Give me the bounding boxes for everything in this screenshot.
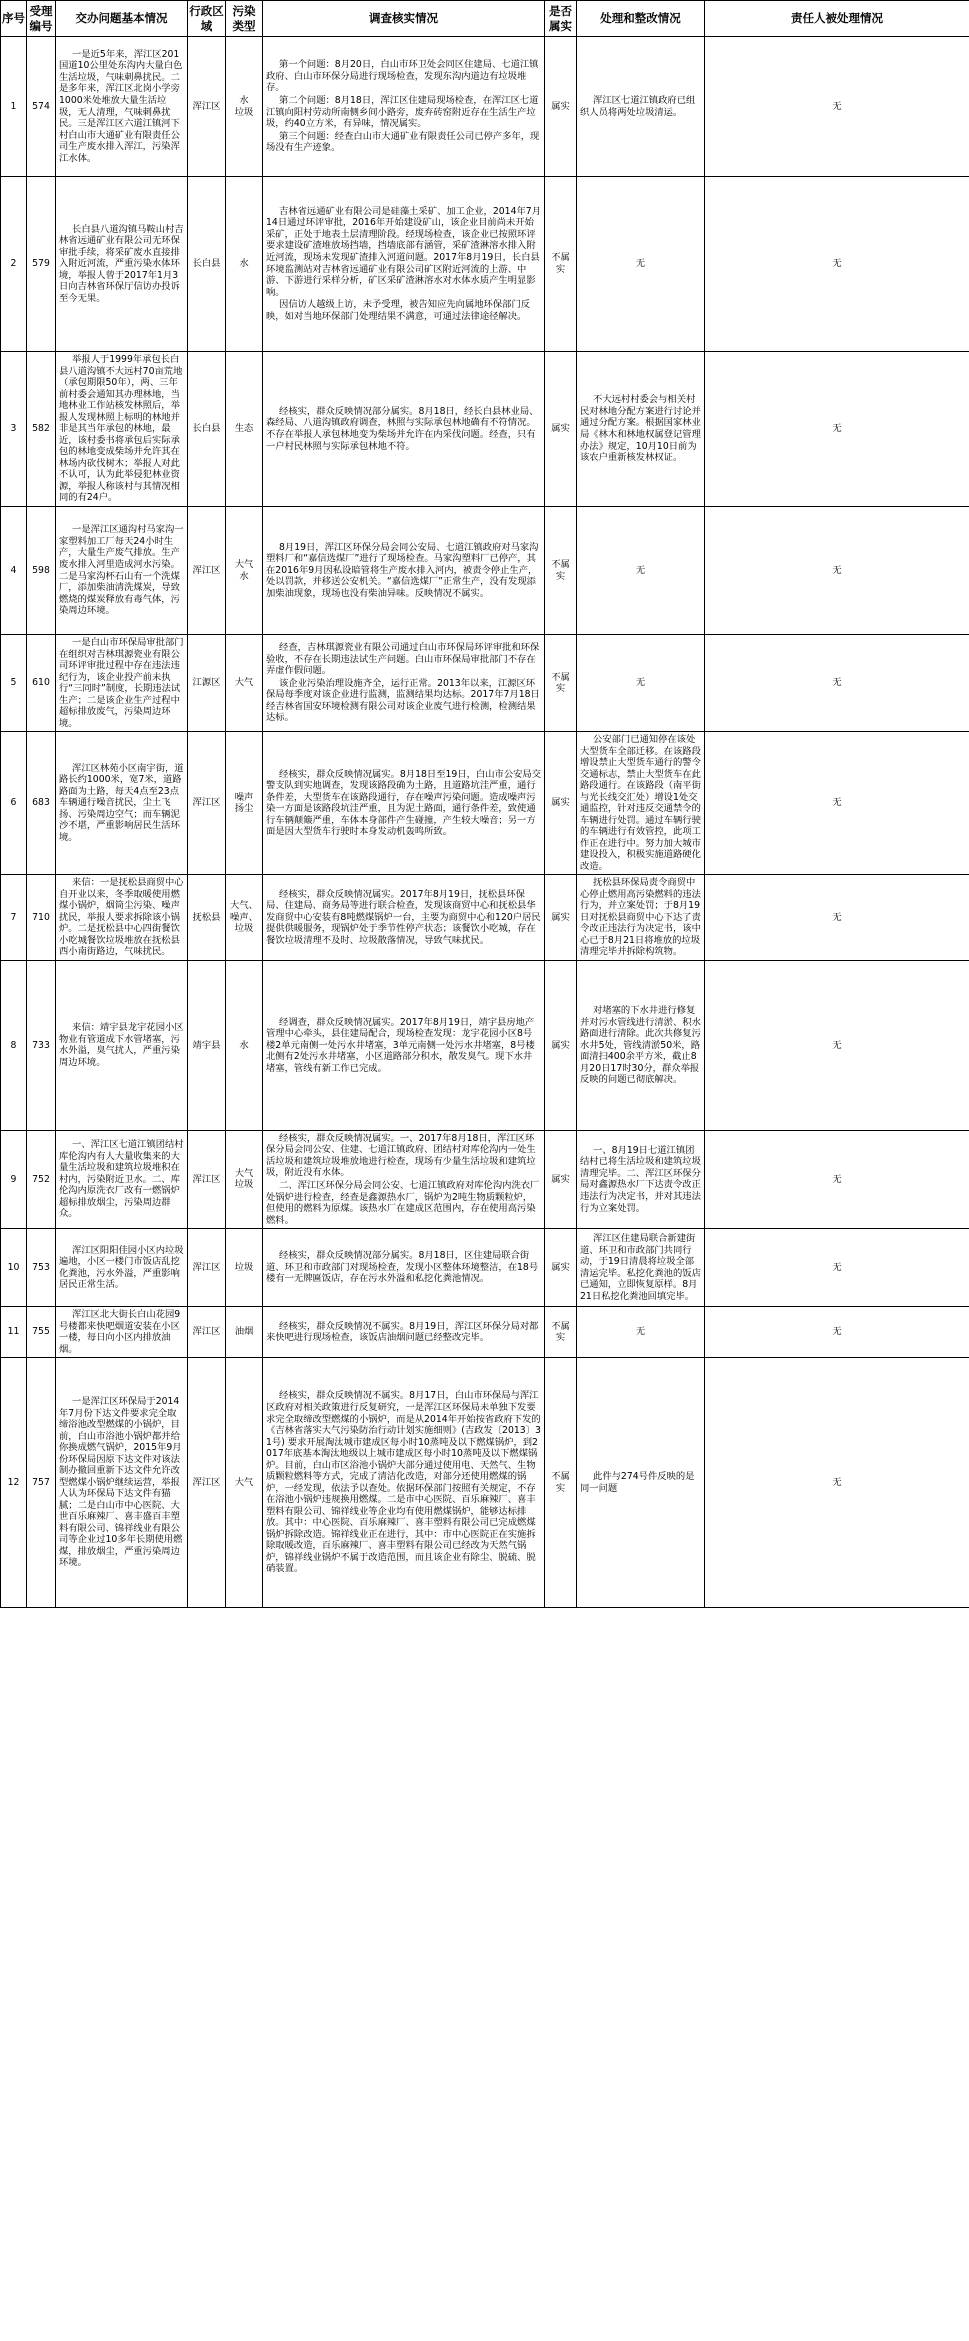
cell-basic: 一、浑江区七道江镇团结村库伦沟内有人大量收集来的大量生活垃圾和建筑垃圾堆积在村内，污染附近卫水。二、库伦沟内原洗衣厂改有一燃锅炉超标排放烟尘，污染周边群众。 — [56, 1130, 188, 1228]
cell-id: 755 — [27, 1307, 56, 1358]
cell-type: 油烟 — [226, 1307, 263, 1358]
cell-resp: 无 — [705, 1130, 969, 1228]
cell-area: 江源区 — [188, 635, 226, 732]
cell-handle: 无 — [577, 635, 705, 732]
cell-handle: 浑江区住建局联合新建街道、环卫和市政部门共同行动，于19日清晨将垃圾全部清运完毕。私挖化粪池的饭店已通知，立即恢复原样。8月21日私挖化粪池回填完毕。 — [577, 1229, 705, 1307]
cell-no: 8 — [1, 960, 27, 1130]
table-row — [1, 37, 969, 177]
cell-survey — [263, 177, 545, 352]
cell-area: 抚松县 — [188, 875, 226, 961]
cell-survey — [263, 960, 545, 1130]
cell-no: 2 — [1, 177, 27, 352]
cell-area: 浑江区 — [188, 37, 226, 177]
survey-paragraph: 第二个问题：8月18日，浑江区住建局现场检查，在浑江区七道江镇向阳村劳动所南侧乡间小路旁，废弃砖窑附近存在生活生产垃圾，约40立方米，有异味，情况属实。 — [266, 94, 539, 130]
cell-area: 长白县 — [188, 352, 226, 507]
cell-handle: 无 — [577, 177, 705, 352]
survey-paragraph: 第三个问题：经查白山市大通矿业有限责任公司已停产多年，现场没有生产迹象。 — [266, 130, 540, 154]
cell-truth: 属实 — [545, 1130, 577, 1228]
cell-type: 噪声 扬尘 — [226, 732, 263, 875]
table-row — [1, 352, 969, 507]
cell-survey — [263, 635, 545, 732]
cell-handle: 浑江区七道江镇政府已组织人员将两处垃圾清运。 — [577, 37, 705, 177]
header-truth: 是否属实 — [545, 1, 577, 37]
cell-basic: 来信：靖宇县龙宇花园小区物业有管道成下水管堵塞，污水外溢，臭气扰人，严重污染周边环境。 — [56, 960, 188, 1130]
cell-no: 1 — [1, 37, 27, 177]
cell-type: 水 — [226, 960, 263, 1130]
survey-paragraph: 经查，吉林琪源瓷业有限公司通过白山市环保局环评审批和环保验收，不存在长期违法试生产问题。白山市环保局审批部门不存在弄虚作假问题。 — [266, 642, 540, 677]
survey-paragraph: 吉林省远通矿业有限公司是硅藻土采矿、加工企业，2014年7月14日通过环评审批，2016年开始建设矿山，该企业目前尚未开始采矿，正处于地表土层清理阶段。经现场检查，该企业已按照环评要求建设矿渣堆放场挡墙，挡墙底部有涵管，采矿渣淋溶水排入附近河流，现场未发现矿渣排入河道问题。2017年8月19日，长白县环境监测站对吉林省远通矿业有限公司矿区附近河流的上游、中游、下游进行采样分析，矿区采矿渣淋溶水对水体水质产生明显影响。 — [266, 205, 542, 298]
cell-basic: 浑江区北大街长白山花园9号楼都来快吧烟道安装在小区一楼，每日向小区内排放油烟。 — [56, 1307, 188, 1358]
header-no: 序号 — [1, 1, 27, 37]
survey-paragraph: 该企业污染治理设施齐全，运行正常。2013年以来，江源区环保局每季度对该企业进行监测，监测结果均达标。2017年7月18日经吉林省国安环境检测有限公司对该企业废气进行检测，检测结果达标。 — [266, 677, 540, 724]
cell-no: 9 — [1, 1130, 27, 1228]
cell-type: 水 垃圾 — [226, 37, 263, 177]
table-row — [1, 1130, 969, 1228]
cell-resp: 无 — [705, 635, 969, 732]
cell-basic: 长白县八道沟镇马鞍山村吉林省远通矿业有限公司无环保审批手续，将采矿废水直接排入附近河流，严重污染水体环境，举报人曾于2017年1月3日向吉林省环保厅信访办投诉至今无果。 — [56, 177, 188, 352]
cell-type: 水 — [226, 177, 263, 352]
cell-truth: 属实 — [545, 1229, 577, 1307]
survey-paragraph: 经核实，群众反映情况部分属实。8月18日，经长白县林业局、森经局、八道沟镇政府调查，林照与实际承包林地确有不符情况。不存在举报人承包林地变为柴场并允许在内采伐问题。经查，只有一户村民林照与实际承包林地不符。 — [266, 405, 539, 452]
cell-survey — [263, 352, 545, 507]
table-row — [1, 635, 969, 732]
cell-area: 浑江区 — [188, 1229, 226, 1307]
cell-handle: 公安部门已通知停在该处大型货车全部迁移。在该路段增设禁止大型货车通行的警令交通标志，禁止大型货车在此路段通行。在该路段（南平街与光长线交汇处）增设1处交通监控，针对违反交通禁令的车辆进行处罚。通过车辆行驶的车辆进行有效管控，此项工作正在进行中。努力加大城市建设投入，积极实施道路硬化改造。 — [577, 732, 705, 875]
cell-resp: 无 — [705, 875, 969, 961]
cell-basic: 来信：一是抚松县商贸中心自开业以来，冬季取暖使用燃煤小锅炉，烟筒尘污染、噪声扰民，举报人要求拆除该小锅炉。二是抚松县中心四街餐饮小吃城餐饮垃圾堆放在抚松县西小南街路边，气味扰民。 — [56, 875, 188, 961]
cell-id: 610 — [27, 635, 56, 732]
cell-truth: 不属实 — [545, 177, 577, 352]
cell-survey — [263, 1130, 545, 1228]
cell-type: 大气 垃圾 — [226, 1130, 263, 1228]
cell-truth: 不属实 — [545, 1307, 577, 1358]
header-area: 行政区域 — [188, 1, 226, 37]
header-row — [1, 1, 969, 37]
cell-resp: 无 — [705, 1307, 969, 1358]
cell-id: 710 — [27, 875, 56, 961]
cell-truth: 属实 — [545, 37, 577, 177]
cell-handle: 无 — [577, 507, 705, 635]
cell-type: 大气、噪声、垃圾 — [226, 875, 263, 961]
cell-id: 683 — [27, 732, 56, 875]
cell-resp: 无 — [705, 732, 969, 875]
cell-resp: 无 — [705, 1229, 969, 1307]
survey-paragraph: 经核实，群众反映情况属实。2017年8月19日，抚松县环保局、住建局、商务局等进行联合检查，发现该商贸中心和抚松县华发商贸中心安装有8吨燃煤锅炉一台，主要为商贸中心和120户居民提供供暖服务，现锅炉处于季节性停产状态；该餐饮小吃城，存在餐饮垃圾清理不及时、垃圾散落情况，导致气味扰民。 — [266, 888, 541, 946]
cell-area: 浑江区 — [188, 1358, 226, 1608]
cell-basic: 一是近5年来，浑江区201国道10公里处东沟内大量白色生活垃圾，气味刺鼻扰民。二是多年来，浑江区北岗小学旁1000米处堆放大量生活垃圾，无人清理，气味刺鼻扰民。三是浑江区六道江镇河下村白山市大通矿业有限责任公司生产废水排入浑江，污染浑江水体。 — [56, 37, 188, 177]
cell-no: 5 — [1, 635, 27, 732]
cell-basic: 浑江区林苑小区南宇街，道路长约1000米，宽7米，道路路面为土路，每天4点至23点车辆通行噪音扰民，尘土飞扬、污染周边空气；而车辆泥沙不堪，严重影响居民生活环境。 — [56, 732, 188, 875]
cell-id: 757 — [27, 1358, 56, 1608]
cell-survey — [263, 1358, 545, 1608]
cell-basic: 一是浑江区环保局于2014年7月份下达文件要求完全取缔浴池改型燃煤的小锅炉，目前，白山市浴池小锅炉都并给你换成燃气锅炉，2015年9月份环保局因原下达文件对该法制办撤回重新下达文件允许改型燃煤小锅炉继续运营，举报人认为环保局下达文件有猫腻；二是白山市中心医院、大世百乐麻辣厂、喜丰盛百丰塑料有限公司、锦祥线业有限公司等企业过10多年长期使用燃煤，排放烟尘，严重污染周边环境。 — [56, 1358, 188, 1608]
cell-id: 753 — [27, 1229, 56, 1307]
cell-resp: 无 — [705, 177, 969, 352]
table-body — [1, 37, 969, 1608]
survey-paragraph: 经调查，群众反映情况属实。2017年8月19日，靖宇县房地产管理中心牵头，县住建局配合，现场检查发现：龙宇花园小区8号楼2单元南侧一处污水井堵塞，3单元南侧一处污水井堵塞，8号楼北侧有2处污水井堵塞，小区道路部分积水，散发臭气。现下水井堵塞，管线有新工作已完成。 — [266, 1016, 535, 1074]
cell-basic: 举报人于1999年承包长白县八道沟镇不大远村70亩荒地（承包期限50年），两、三年前村委会通知其办理林地，当地林业工作站核发林照后，举报人发现林照上标明的林地并非是其当年承包的林地，最近，该村委书将承包后实际承包的林地变成柴场并允许其在林场内砍伐树木；举报人对此不认可，认为此举侵犯林业资源，举报人称该村与其情况相同的有24户。 — [56, 352, 188, 507]
header-survey: 调查核实情况 — [263, 1, 545, 37]
cell-area: 浑江区 — [188, 507, 226, 635]
header-basic: 交办问题基本情况 — [56, 1, 188, 37]
survey-paragraph: 经核实，群众反映情况部分属实。8月18日，区住建局联合街道、环卫和市政部门对现场检查，发现小区整体环境整洁，在18号楼有一无牌匾饭店，存在污水外溢和私挖化粪池情况。 — [266, 1250, 539, 1285]
cell-type: 大气 水 — [226, 507, 263, 635]
cell-handle: 抚松县环保局责令商贸中心停止燃用高污染燃料的违法行为，并立案处罚；于8月19日对抚松县商贸中心下达了责令改正违法行为决定书，该中心已于8月21日将堆放的垃圾清理完毕并拆除构筑物。 — [577, 875, 705, 961]
cell-truth: 不属实 — [545, 635, 577, 732]
survey-paragraph: 二、浑江区环保分局会同公安、七道江镇政府对库伦沟内洗衣厂处锅炉进行检查，经查是鑫源热水厂，锅炉为2吨生物质颗粒炉，但使用的燃料为原煤。该热水厂在建成区范围内，存在使用高污染燃料。 — [266, 1179, 540, 1226]
cell-truth: 属实 — [545, 352, 577, 507]
table-row — [1, 1307, 969, 1358]
header-handle: 处理和整改情况 — [577, 1, 705, 37]
cell-resp: 无 — [705, 37, 969, 177]
table-row — [1, 875, 969, 961]
cell-handle: 此件与274号件反映的是同一问题 — [577, 1358, 705, 1608]
cell-survey — [263, 507, 545, 635]
cell-id: 733 — [27, 960, 56, 1130]
survey-paragraph: 因信访人越级上访，未予受理，被告知应先向属地环保部门反映，如对当地环保部门处理结果不满意，可通过法律途径解决。 — [266, 299, 531, 322]
cell-type: 生态 — [226, 352, 263, 507]
survey-paragraph: 第一个问题：8月20日，白山市环卫处会同区住建局、七道江镇政府、白山市环保分局进行现场检查，发现东沟内道边有垃圾堆存。 — [266, 59, 539, 94]
cell-no: 11 — [1, 1307, 27, 1358]
cell-handle: 一、8月19日七道江镇团结村已将生活垃圾和建筑垃圾清理完毕。二、浑江区环保分局对鑫源热水厂下达责令改正违法行为决定书，并对其违法行为立案处罚。 — [577, 1130, 705, 1228]
cell-survey — [263, 1229, 545, 1307]
cell-type: 大气 — [226, 635, 263, 732]
cell-no: 12 — [1, 1358, 27, 1608]
cell-resp: 无 — [705, 960, 969, 1130]
cell-resp: 无 — [705, 1358, 969, 1608]
cell-area: 浑江区 — [188, 1307, 226, 1358]
cell-no: 4 — [1, 507, 27, 635]
cell-id: 582 — [27, 352, 56, 507]
table-row — [1, 177, 969, 352]
header-resp: 责任人被处理情况 — [705, 1, 969, 37]
cell-truth: 不属实 — [545, 507, 577, 635]
cell-survey — [263, 732, 545, 875]
cell-truth: 属实 — [545, 960, 577, 1130]
table-row — [1, 732, 969, 875]
table-row — [1, 507, 969, 635]
cell-resp: 无 — [705, 352, 969, 507]
cell-no: 10 — [1, 1229, 27, 1307]
survey-paragraph: 经核实，群众反映情况属实。一、2017年8月18日，浑江区环保分局会同公安、住建、七道江镇政府、团结村对库伦沟内一处生活垃圾和建筑垃圾堆放地进行检查，现场有少量生活垃圾和建筑垃圾，附近没有水体。 — [266, 1132, 536, 1179]
table-row — [1, 960, 969, 1130]
header-id: 受理编号 — [27, 1, 56, 37]
cell-id: 752 — [27, 1130, 56, 1228]
cell-survey — [263, 1307, 545, 1358]
cell-truth: 属实 — [545, 732, 577, 875]
cell-no: 3 — [1, 352, 27, 507]
cell-area: 长白县 — [188, 177, 226, 352]
cell-id: 574 — [27, 37, 56, 177]
cell-handle: 对堵塞的下水井进行修复并对污水管线进行清淤、积水路面进行清除。此次共修复污水井5处，管线清淤50米，路面清扫400余平方米，截止8月20日17时30分，群众举报反映的问题已彻底解决。 — [577, 960, 705, 1130]
cell-basic: 浑江区阳阳佳园小区内垃圾遍地，小区一楼门市饭店乱挖化粪池，污水外溢，严重影响居民正常生活。 — [56, 1229, 188, 1307]
cell-no: 6 — [1, 732, 27, 875]
cell-no: 7 — [1, 875, 27, 961]
cell-truth: 属实 — [545, 875, 577, 961]
cell-truth: 不属实 — [545, 1358, 577, 1608]
survey-paragraph: 经核实，群众反映情况不属实。8月19日，浑江区环保分局对都来快吧进行现场检查，该饭店油烟问题已经整改完毕。 — [266, 1320, 539, 1344]
cell-survey — [263, 37, 545, 177]
table-row — [1, 1358, 969, 1608]
cell-handle: 无 — [577, 1307, 705, 1358]
cell-type: 大气 — [226, 1358, 263, 1608]
survey-paragraph: 经核实，群众反映情况属实。8月18日至19日，白山市公安局交警支队到实地调查，发现该路段确为土路，且道路坑洼严重，通行条件差，大型货车在该路段通行，存在噪声污染问题。造成噪声污染一方面是该路段坑洼严重，且为泥土路面，通行条件差，致使通行车辆颠簸严重，车体本身部件产生碰撞，产生较大噪音；另一方面是因大型货车行驶时本身发动机轰鸣所致。 — [266, 768, 542, 838]
cell-id: 579 — [27, 177, 56, 352]
cell-survey — [263, 875, 545, 961]
survey-paragraph: 8月19日，浑江区环保分局会同公安局、七道江镇政府对马家沟塑料厂和“嘉信选煤厂”进行了现场检查。马家沟塑料厂已停产，其在2016年9月因私设暗管将生产废水排入河内，被责令停止生产，处以罚款，并移送公安机关。“嘉信选煤厂”正常生产，没有发现添加柴油现象，现场也没有柴油异味。反映情况不属实。 — [266, 541, 539, 599]
cell-handle: 不大远村村委会与相关村民对林地分配方案进行讨论并通过分配方案。根据国家林业局《林木和林地权属登记管理办法》规定，10月10日前为该农户重新核发林权证。 — [577, 352, 705, 507]
table-row — [1, 1229, 969, 1307]
cell-area: 浑江区 — [188, 732, 226, 875]
cell-area: 浑江区 — [188, 1130, 226, 1228]
cell-type: 垃圾 — [226, 1229, 263, 1307]
cell-basic: 一是浑江区通沟村马家沟一家塑料加工厂每天24小时生产，大量生产废气排放。生产废水排入河里造成河水污染。二是马家沟杯石山有一个洗煤厂，添加柴油清洗煤炭，导致燃烧的煤炭释放有毒气体，污染周边环境。 — [56, 507, 188, 635]
cell-basic: 一是白山市环保局审批部门在组织对吉林琪源瓷业有限公司环评审批过程中存在违法违纪行为，该企业投产前未执行“三同时”制度，长期违法试生产；二是该企业生产过程中超标排放废气，污染周边环境。 — [56, 635, 188, 732]
cell-resp: 无 — [705, 507, 969, 635]
survey-paragraph: 经核实，群众反映情况不属实。8月17日，白山市环保局与浑江区政府对相关政策进行反复研究，一是浑江区环保局未单独下发要求完全取缔改型燃煤的小锅炉，而是从2014年开始按省政府下发的《吉林省落实大气污染防治行动计划实施细则》(吉政发〔2013〕31号) 要求开展淘汰城市建成区每小时10蒸吨及以下燃煤锅炉，到2017年底基本淘汰地级以上城市建成区每小时10蒸吨及以下燃煤锅炉。目前，白山市区浴池小锅炉大部分通过使用电、天然气、生物质颗粒燃料等方式，完成了清洁化改造，对部分还使用燃煤的锅炉，一经发现，依法予以查处。依据环保部门按照有关规定，不存在浴池小锅炉违规换用燃煤。二是市中心医院、百乐麻辣厂、喜丰塑料有限公司、锦祥线业等企业均有使用燃煤锅炉，能够达标排放。其中：中心医院、百乐麻辣厂、喜丰塑料有限公司已完成燃煤锅炉拆除改造。锦祥线业正在进行，其中：市中心医院正在实施拆除取暖改造，百乐麻辣厂、喜丰塑料有限公司已经改为天然气锅炉，锦祥线业锅炉不属于改造范围，而且该企业有除尘、脱硫、脱硝装置。 — [266, 1390, 541, 1575]
cell-id: 598 — [27, 507, 56, 635]
header-type: 污染类型 — [226, 1, 263, 37]
cell-area: 靖宇县 — [188, 960, 226, 1130]
